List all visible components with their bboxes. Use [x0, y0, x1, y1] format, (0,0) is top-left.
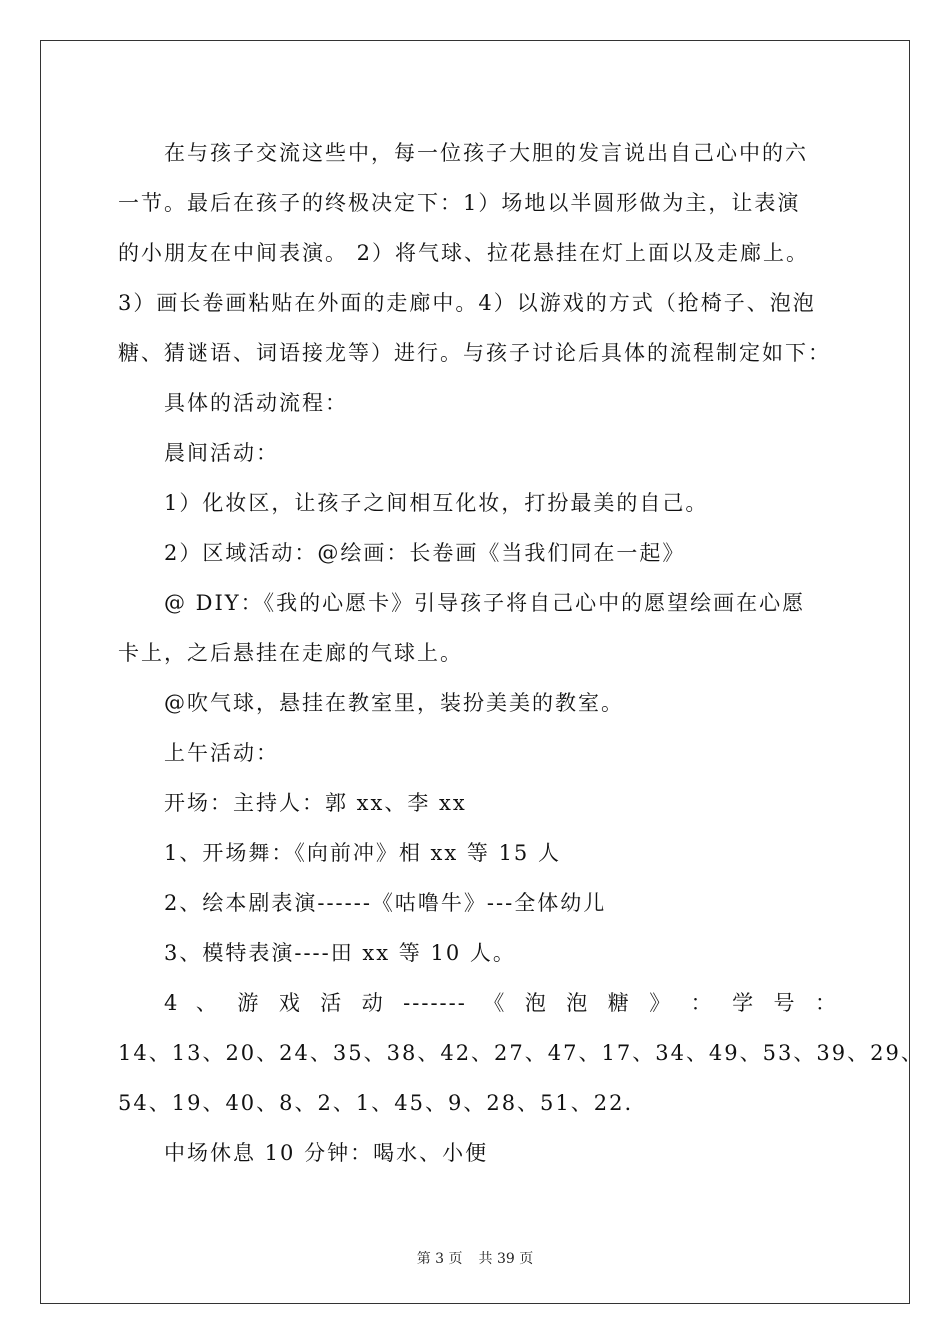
page-footer: [0, 1248, 950, 1268]
paragraph-line: 在与孩子交流这些中，每一位孩子大胆的发言说出自己心中的六: [164, 141, 808, 165]
list-item: 1）化妆区，让孩子之间相互化妆，打扮最美的自己。: [164, 491, 709, 515]
paragraph-line: 糖、猜谜语、词语接龙等）进行。与孩子讨论后具体的流程制定如下：: [118, 341, 831, 365]
paragraph-line: 的小朋友在中间表演。 2）将气球、拉花悬挂在灯上面以及走廊上。: [118, 241, 810, 265]
document-body: [118, 128, 924, 1178]
section-heading: 上午活动：: [164, 741, 279, 765]
paragraph-line: 3）画长卷画粘贴在外面的走廊中。4）以游戏的方式（抢椅子、泡泡: [118, 291, 816, 315]
page-total: 共 39 页: [478, 1251, 534, 1267]
list-item: 4 、 游 戏 活 动 ------- 《 泡 泡 糖 》 ： 学 号 ：: [164, 991, 838, 1015]
list-item: 卡上，之后悬挂在走廊的气球上。: [118, 641, 463, 665]
list-item: 2、绘本剧表演------《咕噜牛》---全体幼儿: [164, 891, 607, 915]
list-item: 1、开场舞：《向前冲》相 xx 等 15 人: [164, 841, 561, 865]
section-heading: 晨间活动：: [164, 441, 279, 465]
list-item: 14、13、20、24、35、38、42、27、47、17、34、49、53、39、29、: [118, 1041, 924, 1065]
list-item: 2）区域活动：@绘画：长卷画《当我们同在一起》: [164, 541, 686, 565]
section-heading: 具体的活动流程：: [164, 391, 348, 415]
list-item: 中场休息 10 分钟：喝水、小便: [164, 1141, 489, 1165]
list-item: 开场：主持人：郭 xx、李 xx: [164, 791, 467, 815]
list-item: @ DIY：《我的心愿卡》引导孩子将自己心中的愿望绘画在心愿: [164, 591, 806, 615]
list-item: @吹气球，悬挂在教室里，装扮美美的教室。: [164, 691, 624, 715]
paragraph-line: 一节。最后在孩子的终极决定下：1）场地以半圆形做为主，让表演: [118, 191, 801, 215]
page-number: 第 3 页: [416, 1251, 463, 1267]
list-item: 3、模特表演----田 xx 等 10 人。: [164, 941, 516, 965]
list-item: 54、19、40、8、2、1、45、9、28、51、22.: [118, 1091, 634, 1115]
